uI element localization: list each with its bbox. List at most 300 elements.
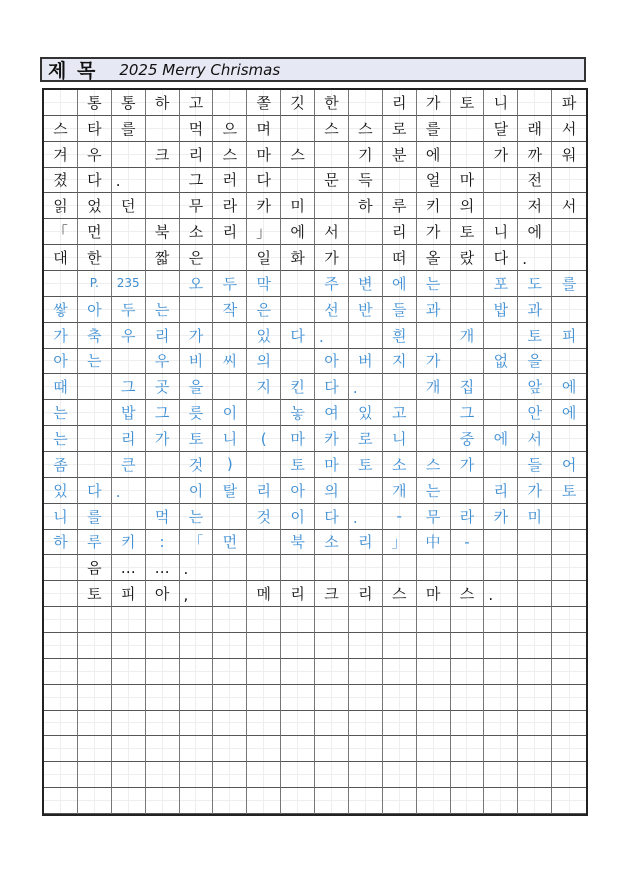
grid-cell (146, 607, 180, 633)
grid-cell: . (349, 504, 383, 530)
grid-cell: 버 (349, 349, 383, 375)
grid-cell: 서 (552, 193, 586, 219)
grid-cell: 리 (112, 426, 146, 452)
grid-cell: 안 (518, 400, 552, 426)
grid-cell: 짧 (146, 245, 180, 271)
grid-cell: 것 (180, 452, 214, 478)
grid-cell: 그 (112, 374, 146, 400)
grid-cell (315, 193, 349, 219)
grid-cell: 가 (180, 323, 214, 349)
title-label: 제 목 (48, 60, 98, 82)
grid-cell (518, 633, 552, 659)
grid-cell (281, 607, 315, 633)
grid-cell (112, 736, 146, 762)
grid-cell: 中 (417, 530, 451, 556)
grid-cell: … (146, 555, 180, 581)
grid-cell (451, 685, 485, 711)
grid-cell (349, 736, 383, 762)
grid-cell (383, 633, 417, 659)
grid-cell (112, 633, 146, 659)
grid-cell (518, 685, 552, 711)
grid-cell (552, 685, 586, 711)
grid-cell: P. (78, 271, 112, 297)
grid-cell (484, 762, 518, 788)
grid-cell (484, 374, 518, 400)
grid-cell: 있 (349, 400, 383, 426)
grid-cell: 235 (112, 271, 146, 297)
grid-cell: 토 (451, 219, 485, 245)
grid-cell (281, 659, 315, 685)
grid-cell (213, 788, 247, 814)
grid-cell: 를 (112, 116, 146, 142)
grid-cell (315, 659, 349, 685)
grid-cell (213, 607, 247, 633)
grid-cell (552, 297, 586, 323)
grid-cell (315, 711, 349, 737)
grid-cell: 선 (315, 297, 349, 323)
grid-cell (417, 736, 451, 762)
grid-cell: 워 (552, 142, 586, 168)
grid-cell: 리 (281, 581, 315, 607)
grid-cell (44, 607, 78, 633)
grid-cell (552, 633, 586, 659)
grid-cell: . (112, 168, 146, 194)
grid-cell: 하 (44, 530, 78, 556)
grid-cell: 는 (146, 297, 180, 323)
grid-cell: 겨 (44, 142, 78, 168)
grid-cell (213, 581, 247, 607)
grid-cell (112, 504, 146, 530)
grid-cell (78, 659, 112, 685)
grid-cell (247, 685, 281, 711)
grid-cell (349, 555, 383, 581)
grid-cell: 지 (247, 374, 281, 400)
grid-cell (213, 685, 247, 711)
grid-cell (383, 685, 417, 711)
grid-cell (112, 685, 146, 711)
grid-cell: 이 (213, 400, 247, 426)
grid-cell (112, 349, 146, 375)
grid-cell (451, 711, 485, 737)
grid-cell (44, 762, 78, 788)
grid-cell (552, 245, 586, 271)
grid-cell: 곳 (146, 374, 180, 400)
grid-cell (518, 659, 552, 685)
grid-cell: 있 (247, 323, 281, 349)
grid-cell: 는 (417, 271, 451, 297)
grid-cell: 스 (383, 581, 417, 607)
grid-cell (552, 555, 586, 581)
grid-cell: 북 (146, 219, 180, 245)
grid-cell (180, 762, 214, 788)
grid-cell: 」 (247, 219, 281, 245)
grid-cell: 소 (180, 219, 214, 245)
grid-cell (417, 323, 451, 349)
grid-cell (146, 762, 180, 788)
grid-cell (552, 581, 586, 607)
grid-cell: 한 (315, 90, 349, 116)
grid-cell: 로 (349, 426, 383, 452)
grid-cell: 북 (281, 530, 315, 556)
grid-cell: 아 (44, 349, 78, 375)
grid-cell (44, 736, 78, 762)
grid-cell (383, 736, 417, 762)
grid-cell (180, 685, 214, 711)
grid-cell: 가 (146, 426, 180, 452)
grid-cell (247, 736, 281, 762)
grid-cell (383, 555, 417, 581)
grid-cell (484, 633, 518, 659)
grid-cell (451, 297, 485, 323)
grid-cell: 마 (247, 142, 281, 168)
grid-cell: 가 (417, 219, 451, 245)
grid-cell: 중 (451, 426, 485, 452)
grid-cell: 었 (78, 193, 112, 219)
grid-cell (180, 297, 214, 323)
grid-cell: 리 (383, 90, 417, 116)
grid-cell: 통 (112, 90, 146, 116)
grid-cell: 라 (451, 504, 485, 530)
grid-cell: 두 (213, 271, 247, 297)
grid-cell (484, 711, 518, 737)
grid-cell: 음 (78, 555, 112, 581)
grid-cell: 는 (417, 478, 451, 504)
grid-cell: 피 (552, 323, 586, 349)
grid-cell (518, 581, 552, 607)
grid-cell: 리 (484, 478, 518, 504)
grid-cell: 토 (552, 478, 586, 504)
grid-cell (417, 659, 451, 685)
grid-cell: 다 (281, 323, 315, 349)
grid-cell: ( (247, 426, 281, 452)
grid-cell (315, 607, 349, 633)
grid-cell (417, 426, 451, 452)
grid-cell (484, 685, 518, 711)
grid-cell: 에 (552, 400, 586, 426)
grid-cell: 니 (44, 504, 78, 530)
grid-cell: 는 (180, 504, 214, 530)
grid-cell (146, 736, 180, 762)
grid-cell: 가 (44, 323, 78, 349)
grid-cell: 분 (383, 142, 417, 168)
grid-cell: 집 (451, 374, 485, 400)
grid-cell: 카 (315, 426, 349, 452)
grid-cell: . (349, 374, 383, 400)
grid-cell (78, 374, 112, 400)
grid-cell: 을 (180, 374, 214, 400)
grid-cell (383, 374, 417, 400)
grid-cell: 리 (383, 219, 417, 245)
grid-cell (484, 452, 518, 478)
grid-cell (349, 245, 383, 271)
grid-cell: 의 (451, 193, 485, 219)
grid-cell (349, 478, 383, 504)
grid-cell: 에 (484, 426, 518, 452)
grid-cell: 과 (518, 297, 552, 323)
grid-cell: 씨 (213, 349, 247, 375)
grid-cell: 에 (281, 219, 315, 245)
grid-cell (78, 426, 112, 452)
grid-cell (213, 762, 247, 788)
grid-cell: 지 (383, 349, 417, 375)
grid-cell (180, 788, 214, 814)
grid-cell (44, 788, 78, 814)
grid-cell: 다 (247, 168, 281, 194)
grid-cell: 고 (180, 90, 214, 116)
grid-cell (552, 168, 586, 194)
grid-cell (213, 90, 247, 116)
grid-cell (78, 762, 112, 788)
grid-cell: 릇 (180, 400, 214, 426)
grid-cell (484, 323, 518, 349)
grid-cell (112, 762, 146, 788)
grid-cell: 우 (78, 142, 112, 168)
grid-cell: , (180, 581, 214, 607)
grid-cell (518, 736, 552, 762)
grid-cell (247, 530, 281, 556)
grid-cell (247, 762, 281, 788)
grid-cell: 마 (451, 168, 485, 194)
grid-cell (349, 685, 383, 711)
grid-cell (315, 633, 349, 659)
grid-cell: 문 (315, 168, 349, 194)
grid-cell (383, 711, 417, 737)
grid-cell: 과 (417, 297, 451, 323)
grid-cell (44, 711, 78, 737)
grid-cell: 다 (78, 478, 112, 504)
grid-cell: 작 (213, 297, 247, 323)
grid-cell (518, 711, 552, 737)
grid-cell: 소 (315, 530, 349, 556)
grid-cell (146, 478, 180, 504)
grid-cell: 의 (315, 478, 349, 504)
grid-cell: 카 (484, 504, 518, 530)
grid-cell (484, 193, 518, 219)
grid-cell: 여 (315, 400, 349, 426)
grid-cell: 올 (417, 245, 451, 271)
grid-cell: 미 (281, 193, 315, 219)
grid-cell: 이 (180, 478, 214, 504)
grid-cell (112, 711, 146, 737)
grid-cell: 스 (281, 142, 315, 168)
grid-cell (180, 633, 214, 659)
grid-cell: 먹 (146, 504, 180, 530)
grid-cell: 무 (417, 504, 451, 530)
grid-cell (451, 659, 485, 685)
grid-cell (552, 762, 586, 788)
grid-cell (451, 478, 485, 504)
grid-cell (44, 90, 78, 116)
grid-cell (247, 633, 281, 659)
grid-cell (146, 659, 180, 685)
grid-cell (213, 323, 247, 349)
grid-cell: - (383, 504, 417, 530)
grid-cell: 것 (247, 504, 281, 530)
grid-cell: 소 (383, 452, 417, 478)
grid-cell (451, 736, 485, 762)
grid-cell: 」 (383, 530, 417, 556)
grid-cell (552, 736, 586, 762)
grid-cell (451, 142, 485, 168)
grid-cell (383, 168, 417, 194)
grid-cell (552, 504, 586, 530)
grid-cell (180, 659, 214, 685)
grid-cell (44, 685, 78, 711)
grid-cell: 얼 (417, 168, 451, 194)
grid-cell: 막 (247, 271, 281, 297)
grid-cell: 를 (552, 271, 586, 297)
grid-cell: 에 (417, 142, 451, 168)
grid-cell: 스 (315, 116, 349, 142)
grid-cell: 토 (349, 452, 383, 478)
grid-cell: 아 (315, 349, 349, 375)
grid-cell: 니 (484, 219, 518, 245)
grid-cell: 스 (349, 116, 383, 142)
grid-cell (552, 711, 586, 737)
grid-cell (213, 736, 247, 762)
grid-cell (349, 607, 383, 633)
grid-cell (552, 659, 586, 685)
title-text: 2025 Merry Chrismas (119, 60, 281, 79)
grid-cell (112, 142, 146, 168)
grid-cell (552, 426, 586, 452)
grid-cell: 다 (78, 168, 112, 194)
grid-cell (281, 711, 315, 737)
grid-cell (552, 530, 586, 556)
grid-cell (247, 400, 281, 426)
grid-cell: 스 (44, 116, 78, 142)
grid-cell: 오 (180, 271, 214, 297)
grid-cell (213, 711, 247, 737)
grid-cell (349, 788, 383, 814)
grid-cell (146, 711, 180, 737)
grid-cell (417, 762, 451, 788)
grid-cell: 카 (247, 193, 281, 219)
grid-cell (247, 788, 281, 814)
grid-cell: 니 (213, 426, 247, 452)
grid-cell: 무 (180, 193, 214, 219)
grid-cell (180, 607, 214, 633)
grid-cell: 서 (315, 219, 349, 245)
grid-cell: 는 (44, 426, 78, 452)
grid-cell (451, 349, 485, 375)
grid-cell (281, 762, 315, 788)
grid-cell: 화 (281, 245, 315, 271)
grid-cell (112, 659, 146, 685)
grid-cell (112, 788, 146, 814)
grid-cell (417, 607, 451, 633)
grid-cell (112, 607, 146, 633)
grid-cell (349, 633, 383, 659)
grid-cell (112, 245, 146, 271)
grid-cell: 루 (78, 530, 112, 556)
grid-cell (518, 555, 552, 581)
grid-cell: 다 (484, 245, 518, 271)
grid-cell (44, 659, 78, 685)
grid-cell: 읽 (44, 193, 78, 219)
grid-cell (146, 168, 180, 194)
grid-cell (180, 736, 214, 762)
grid-cell: 「 (180, 530, 214, 556)
grid-cell: 은 (180, 245, 214, 271)
grid-cell (44, 633, 78, 659)
grid-cell (213, 555, 247, 581)
grid-cell (281, 788, 315, 814)
grid-cell: 토 (518, 323, 552, 349)
grid-cell: 크 (315, 581, 349, 607)
grid-cell: 는 (78, 349, 112, 375)
grid-cell (552, 219, 586, 245)
grid-cell (44, 555, 78, 581)
grid-cell: 키 (417, 193, 451, 219)
grid-cell (281, 116, 315, 142)
grid-cell (552, 349, 586, 375)
grid-cell (451, 633, 485, 659)
grid-cell: … (112, 555, 146, 581)
grid-cell (78, 400, 112, 426)
grid-cell: 미 (518, 504, 552, 530)
grid-cell: 쌓 (44, 297, 78, 323)
grid-cell (44, 271, 78, 297)
grid-cell: . (484, 581, 518, 607)
grid-cell: 스 (451, 581, 485, 607)
grid-cell (451, 762, 485, 788)
grid-cell: 아 (146, 581, 180, 607)
grid-cell: 에 (552, 374, 586, 400)
grid-cell (247, 607, 281, 633)
grid-cell: 밥 (484, 297, 518, 323)
grid-cell: 을 (518, 349, 552, 375)
grid-cell: 까 (518, 142, 552, 168)
grid-cell: 리 (180, 142, 214, 168)
grid-cell (281, 736, 315, 762)
grid-cell: 다 (315, 374, 349, 400)
grid-cell: 변 (349, 271, 383, 297)
grid-cell: 다 (315, 504, 349, 530)
grid-cell (349, 219, 383, 245)
grid-cell: 던 (112, 193, 146, 219)
grid-cell (247, 711, 281, 737)
grid-cell: 는 (44, 400, 78, 426)
grid-cell: 먼 (78, 219, 112, 245)
grid-cell: 니 (484, 90, 518, 116)
grid-cell (383, 659, 417, 685)
grid-cell: 가 (417, 90, 451, 116)
grid-cell: 밥 (112, 400, 146, 426)
grid-cell: 기 (349, 142, 383, 168)
grid-cell (349, 90, 383, 116)
grid-cell (417, 400, 451, 426)
grid-cell: 스 (417, 452, 451, 478)
grid-cell (146, 116, 180, 142)
grid-cell (518, 762, 552, 788)
grid-cell: 아 (78, 297, 112, 323)
grid-cell (484, 168, 518, 194)
grid-cell (112, 219, 146, 245)
grid-cell: 리 (146, 323, 180, 349)
grid-cell (451, 271, 485, 297)
grid-cell (78, 633, 112, 659)
grid-cell (281, 297, 315, 323)
grid-cell: 개 (383, 478, 417, 504)
grid-cell (315, 142, 349, 168)
grid-cell: 어 (552, 452, 586, 478)
grid-cell: 도 (518, 271, 552, 297)
grid-cell: 개 (451, 323, 485, 349)
grid-cell: 아 (281, 478, 315, 504)
grid-cell: 스 (213, 142, 247, 168)
grid-cell: 일 (247, 245, 281, 271)
